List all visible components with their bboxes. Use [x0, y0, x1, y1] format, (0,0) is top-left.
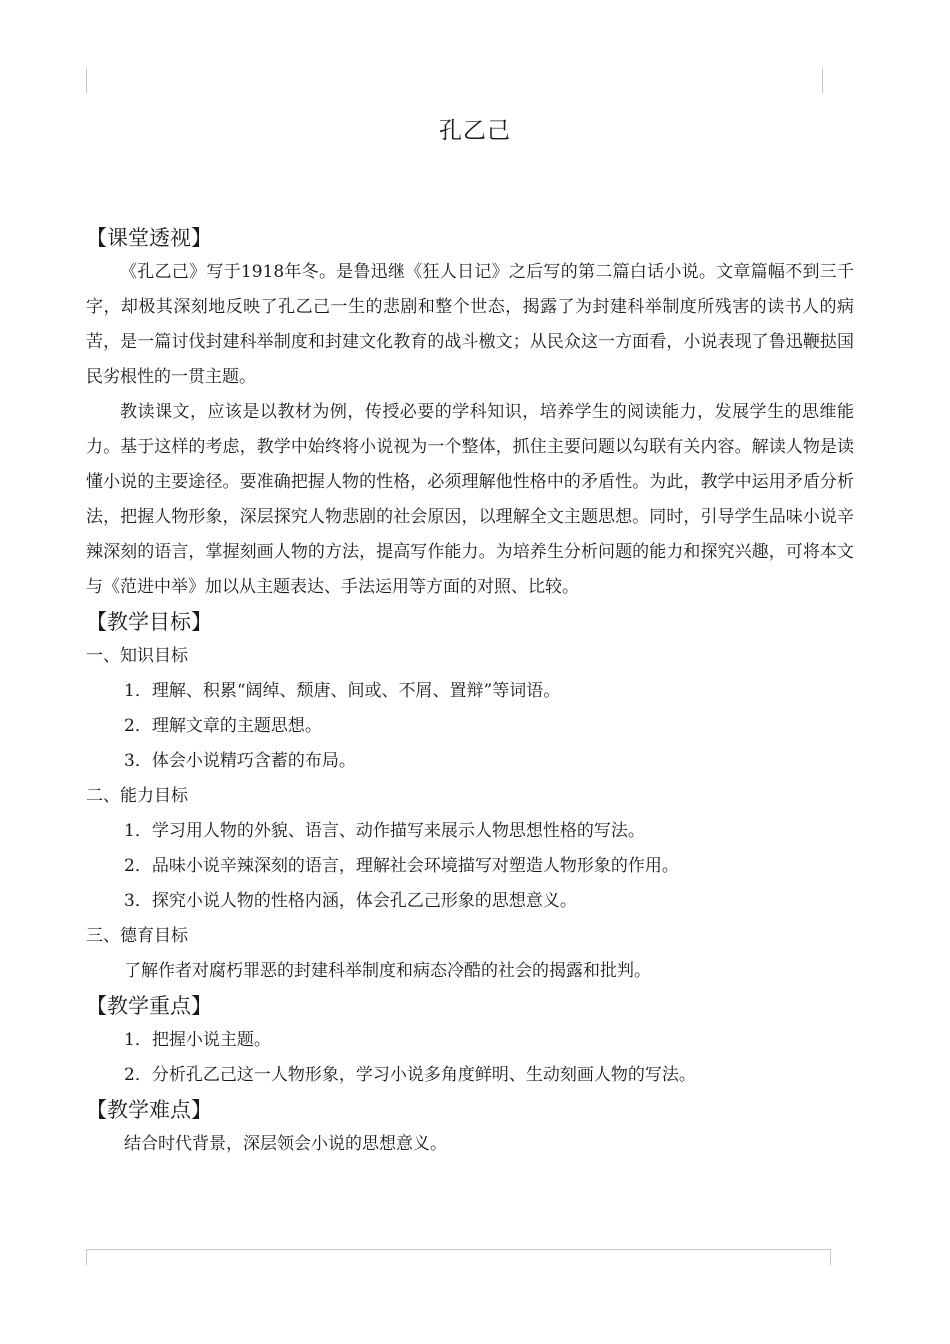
objective-moral-label: 三、德育目标: [86, 926, 188, 946]
objective-ability-label: 二、能力目标: [86, 786, 188, 806]
overview-paragraph-1: 《孔乙己》写于1918年冬。是鲁迅继《狂人日记》之后写的第二篇白话小说。文章篇幅不到三千字，却极其深刻地反映了孔乙己一生的悲剧和整个世态，揭露了为封建科举制度所残害的读书人的病苦，是一篇讨伐封建科举制度和封建文化教育的战斗檄文；从民众这一方面看，小说表现了鲁迅鞭挞国民劣根性的一贯主题。: [86, 262, 854, 387]
list-item: 1．学习用人物的外貌、语言、动作描写来展示人物思想性格的写法。: [124, 821, 645, 841]
section-heading-teaching-difficulty: 【教学难点】: [86, 1098, 212, 1122]
section-heading-teaching-objectives: 【教学目标】: [86, 610, 212, 634]
page-footer-rule: [86, 1249, 831, 1250]
list-item: 3．探究小说人物的性格内涵，体会孔乙己形象的思想意义。: [124, 891, 577, 911]
page-corner-mark-top-left: [86, 68, 87, 93]
list-item: 2．品味小说辛辣深刻的语言，理解社会环境描写对塑造人物形象的作用。: [124, 856, 679, 876]
document-body: [86, 221, 854, 1162]
list-item: 3．体会小说精巧含蓄的布局。: [124, 751, 356, 771]
page-corner-mark-top-right: [822, 68, 823, 93]
document-title: 孔乙己: [439, 118, 511, 144]
list-item: 2．理解文章的主题思想。: [124, 716, 322, 736]
list-item: 1．理解、积累“阔绰、颓唐、间或、不屑、置辩”等词语。: [124, 681, 561, 701]
objective-moral-text: 了解作者对腐朽罪恶的封建科举制度和病态冷酷的社会的揭露和批判。: [124, 961, 651, 981]
list-item: 1．把握小说主题。: [124, 1030, 271, 1050]
page-corner-mark-bottom-left: [86, 1249, 87, 1265]
section-heading-classroom-overview: 【课堂透视】: [86, 226, 212, 250]
list-item: 2．分析孔乙己这一人物形象，学习小说多角度鲜明、生动刻画人物的写法。: [124, 1065, 696, 1085]
section-heading-teaching-focus: 【教学重点】: [86, 994, 212, 1018]
page-corner-mark-bottom-right: [830, 1249, 831, 1265]
difficulty-text: 结合时代背景，深层领会小说的思想意义。: [124, 1134, 447, 1154]
objective-knowledge-label: 一、知识目标: [86, 646, 188, 666]
overview-paragraph-2: 教读课文，应该是以教材为例，传授必要的学科知识，培养学生的阅读能力，发展学生的思维能力。基于这样的考虑，教学中始终将小说视为一个整体，抓住主要问题以勾联有关内容。解读人物是读懂小说的主要途径。要准确把握人物的性格，必须理解他性格中的矛盾性。为此，教学中运用矛盾分析法，把握人物形象，深层探究人物悲剧的社会原因，以理解全文主题思想。同时，引导学生品味小说辛辣深刻的语言，掌握刻画人物的方法，提高写作能力。为培养生分析问题的能力和探究兴趣，可将本文与《范进中举》加以从主题表达、手法运用等方面的对照、比较。: [86, 402, 854, 597]
